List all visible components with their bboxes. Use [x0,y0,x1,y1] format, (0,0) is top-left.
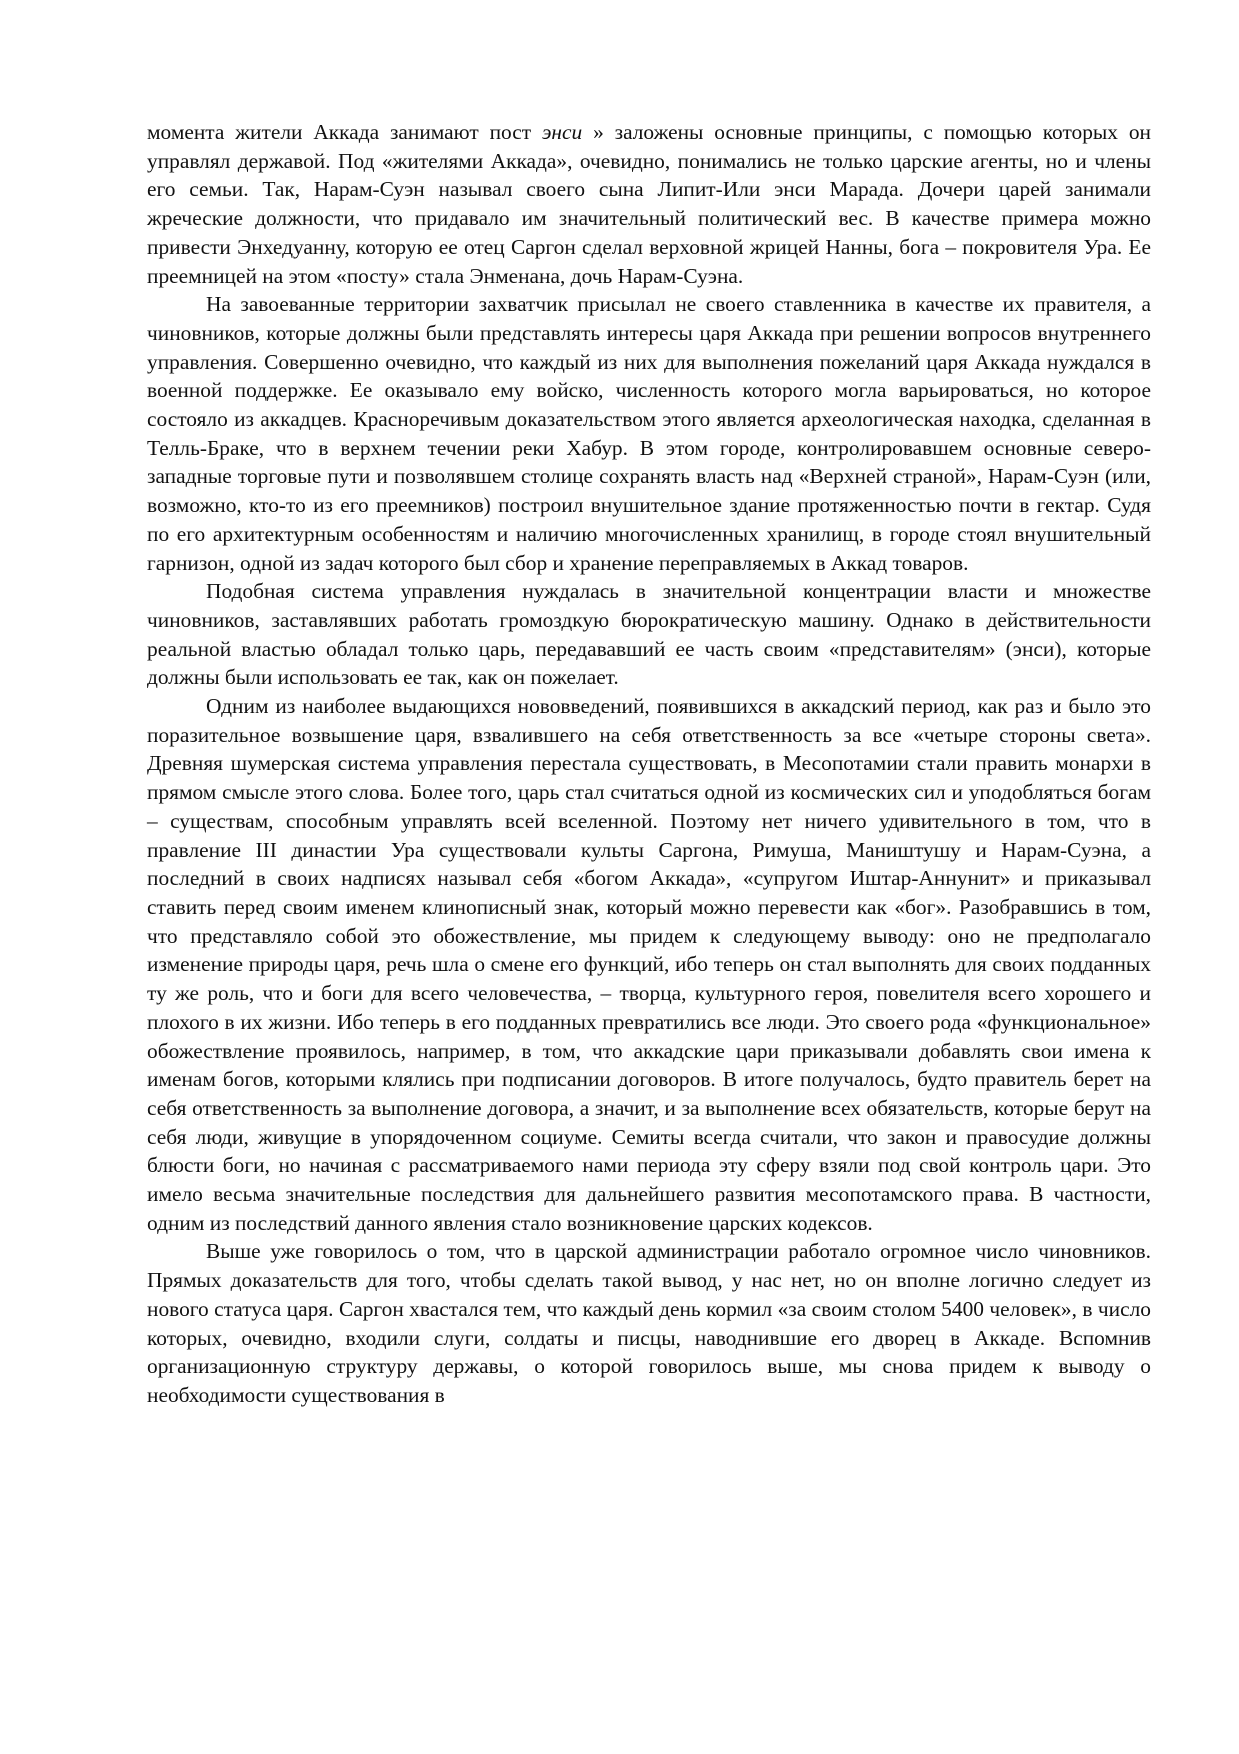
paragraph-1-start: момента жители Аккада занимают пост [147,120,542,144]
paragraph-3: Подобная система управления нуждалась в значительной концентрации власти и множестве чиновников, заставлявших работать громоздкую бюрократическую машину. Однако в действительности реальной властью обладал только царь, передававший ее часть своим «представителям» (энси), которые должны были использовать ее так, как он пожелает. [147,579,1151,690]
paragraph-5: Выше уже говорилось о том, что в царской администрации работало огромное число чиновников. Прямых доказательств для того, чтобы сделать такой вывод, у нас нет, но он вполне логично следует из нового статуса царя. Саргон хвастался тем, что каждый день кормил «за своим столом 5400 человек», в число которых, очевидно, входили слуги, солдаты и писцы, наводнившие его дворец в Аккаде. Вспомнив организационную структуру державы, о которой говорилось выше, мы снова придем к выводу о необходимости существования в [147,1239,1151,1407]
document-page [147,118,1151,1410]
paragraph-1-rest: » заложены основные принципы, с помощью которых он управлял державой. Под «жителями Аккада», очевидно, понимались не только царские агенты, но и члены его семьи. Так, Нарам-Суэн называл своего сына Липит-Или энси Марада. Дочери царей занимали жреческие должности, что придавало им значительный политический вес. В качестве примера можно привести Энхедуанну, которую ее отец Саргон сделал верховной жрицей Нанны, бога – покровителя Ура. Ее преемницей на этом «посту» стала Энменана, дочь Нарам-Суэна. [147,120,1151,288]
paragraph-4: Одним из наиболее выдающихся нововведений, появившихся в аккадский период, как раз и было это поразительное возвышение царя, взвалившего на себя ответственность за все «четыре стороны света». Древняя шумерская система управления перестала существовать, в Месопотамии стали править монархи в прямом смысле этого слова. Более того, царь стал считаться одной из космических сил и уподобляться богам – существам, способным управлять всей вселенной. Поэтому нет ничего удивительного в том, что в правление III династии Ура существовали культы Саргона, Римуша, Маништушу и Нарам-Суэна, а последний в своих надписях называл себя «богом Аккада», «супругом Иштар-Аннунит» и приказывал ставить перед своим именем клинописный знак, который можно перевести как «бог». Разобравшись в том, что представляло собой это обожествление, мы придем к следующему выводу: оно не предполагало изменение природы царя, речь шла о смене его функций, ибо теперь он стал выполнять для своих подданных ту же роль, что и боги для всего человечества, – творца, культурного героя, повелителя всего хорошего и плохого в их жизни. Ибо теперь в его подданных превратились все люди. Это своего рода «функциональное» обожествление проявилось, например, в том, что аккадские цари приказывали добавлять свои имена к именам богов, которыми клялись при подписании договоров. В итоге получалось, будто правитель берет на себя ответственность за выполнение договора, а значит, и за выполнение всех обязательств, которые берут на себя люди, живущие в упорядоченном социуме. Семиты всегда считали, что закон и правосудие должны блюсти боги, но начиная с рассматриваемого нами периода эту сферу взяли под свой контроль цари. Это имело весьма значительные последствия для дальнейшего развития месопотамского права. В частности, одним из последствий данного явления стало возникновение царских кодексов. [147,694,1151,1235]
ensi-term: энси [541,120,583,144]
paragraph-2: На завоеванные территории захватчик присылал не своего ставленника в качестве их правителя, а чиновников, которые должны были представлять интересы царя Аккада при решении вопросов внутреннего управления. Совершенно очевидно, что каждый из них для выполнения пожеланий царя Аккада нуждался в военной поддержке. Ее оказывало ему войско, численность которого могла варьироваться, но которое состояло из аккадцев. Красноречивым доказательством этого является археологическая находка, сделанная в Телль-Браке, что в верхнем течении реки Хабур. В этом городе, контролировавшем основные северо-западные торговые пути и позволявшем столице сохранять власть над «Верхней страной», Нарам-Суэн (или, возможно, кто-то из его преемников) построил внушительное здание протяженностью почти в гектар. Судя по его архитектурным особенностям и наличию многочисленных хранилищ, в городе стоял внушительный гарнизон, одной из задач которого был сбор и хранение переправляемых в Аккад товаров. [147,292,1151,575]
paragraph-1 [147,118,1151,290]
